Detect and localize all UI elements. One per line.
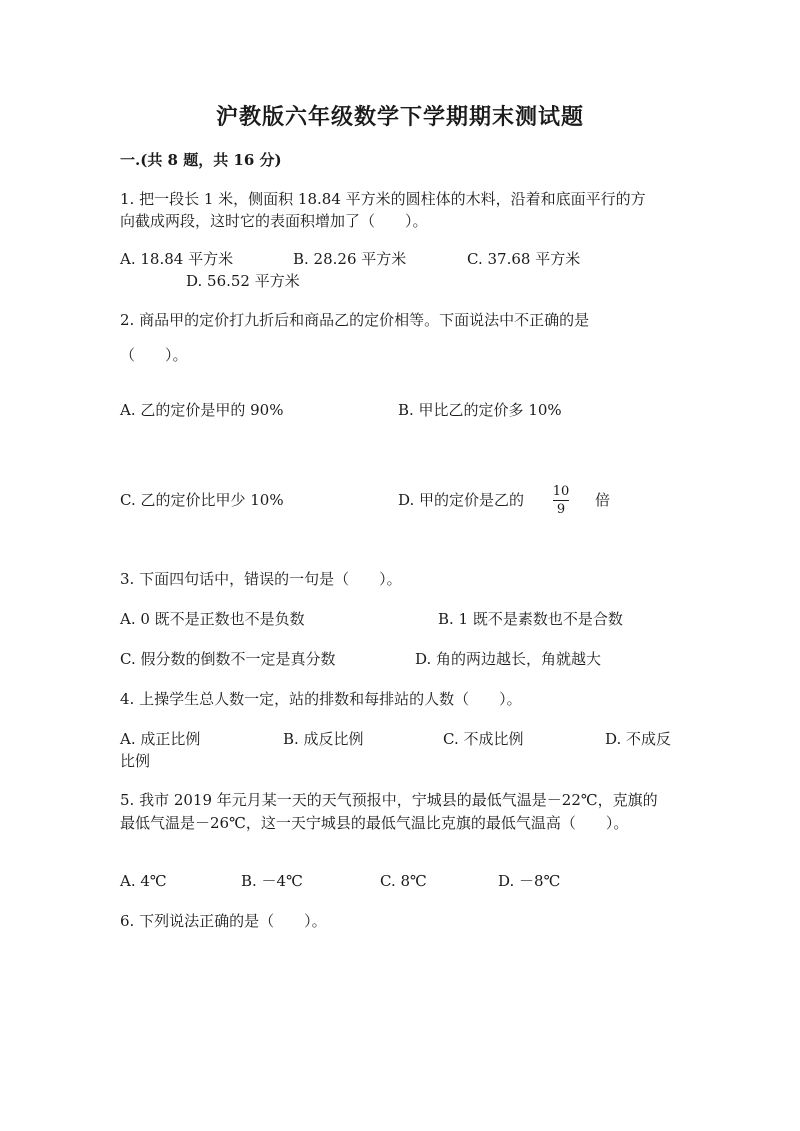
section-heading: 一.(共 8 题，共 16 分) [120, 151, 282, 169]
q2-stem-line1: 2. 商品甲的定价打九折后和商品乙的定价相等。下面说法中不正确的是 [120, 311, 590, 329]
q3-option-d: D. 角的两边越长，角就越大 [415, 650, 602, 668]
q2-option-d-fraction [551, 484, 571, 517]
q4-option-c: C. 不成比例 [443, 730, 524, 748]
q1-option-c: C. 37.68 平方米 [467, 250, 581, 268]
q3-stem: 3. 下面四句话中，错误的一句是（ ）。 [120, 570, 402, 588]
q5-option-c: C. 8℃ [380, 872, 427, 890]
page-title: 沪教版六年级数学下学期期末测试题 [215, 104, 584, 130]
q4-stem: 4. 上操学生总人数一定，站的排数和每排站的人数（ ）。 [120, 690, 522, 708]
q1-option-b: B. 28.26 平方米 [293, 250, 407, 268]
q1-option-a: A. 18.84 平方米 [120, 250, 234, 268]
q2-option-b: B. 甲比乙的定价多 10% [398, 401, 562, 419]
q2-option-a: A. 乙的定价是甲的 90% [120, 401, 284, 419]
q3-option-b: B. 1 既不是素数也不是合数 [438, 610, 623, 628]
q4-option-b: B. 成反比例 [283, 730, 364, 748]
fraction-numerator: 10 [552, 484, 570, 499]
q3-option-c: C. 假分数的倒数不一定是真分数 [120, 650, 336, 668]
q5-stem-line1: 5. 我市 2019 年元月某一天的天气预报中，宁城县的最低气温是－22℃，克旗的 [120, 791, 658, 809]
q4-option-d-wrap: 比例 [120, 752, 151, 770]
q1-stem-line2: 向截成两段，这时它的表面积增加了（ ）。 [120, 212, 428, 230]
fraction-bar [553, 500, 569, 501]
q2-option-d: D. 甲的定价是乙的 [398, 491, 525, 509]
q5-stem-line2: 最低气温是－26℃，这一天宁城县的最低气温比克旗的最低气温高（ ）。 [120, 814, 629, 832]
q2-option-d-tail: 倍 [595, 491, 611, 509]
q2-stem-line2: （ ）。 [120, 346, 188, 364]
q5-option-d: D. －8℃ [498, 872, 561, 890]
q5-option-b: B. －4℃ [241, 872, 303, 890]
q2-option-c: C. 乙的定价比甲少 10% [120, 491, 284, 509]
q4-option-d: D. 不成反 [605, 730, 672, 748]
fraction-denominator: 9 [556, 502, 566, 517]
q5-option-a: A. 4℃ [120, 872, 167, 890]
q1-stem-line1: 1. 把一段长 1 米，侧面积 18.84 平方米的圆柱体的木料，沿着和底面平行的方 [120, 190, 646, 208]
q6-stem: 6. 下列说法正确的是（ ）。 [120, 912, 327, 930]
q1-option-d: D. 56.52 平方米 [186, 272, 300, 290]
q4-option-a: A. 成正比例 [120, 730, 201, 748]
q3-option-a: A. 0 既不是正数也不是负数 [120, 610, 305, 628]
